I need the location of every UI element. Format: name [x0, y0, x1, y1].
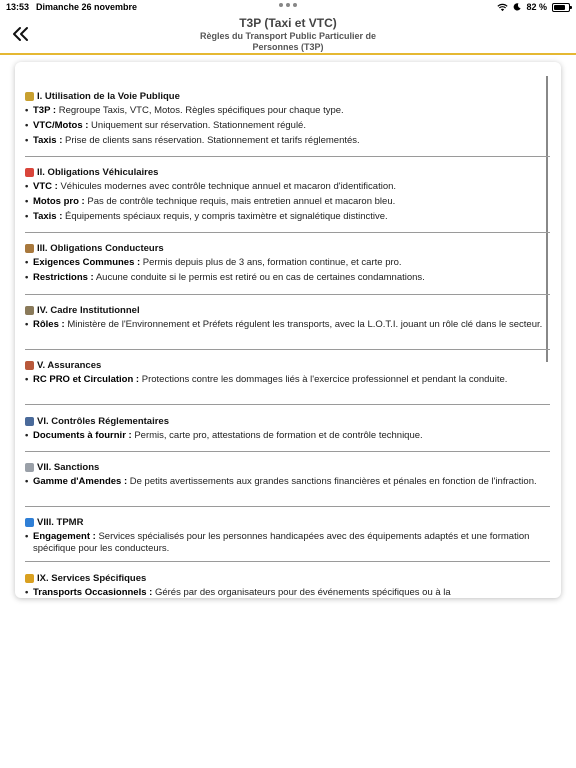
car-icon: [25, 168, 34, 177]
rule-section: [25, 90, 550, 147]
section-divider: [25, 294, 550, 295]
section-divider: [25, 349, 550, 350]
rule-item: [25, 272, 550, 284]
section-title: [25, 90, 550, 102]
rule-item: [25, 374, 550, 386]
section-title-text: II. Obligations Véhiculaires: [37, 166, 159, 178]
section-divider: [25, 156, 550, 157]
rule-item-text: Aucune conduite si le permis est retiré ou en cas de certaines condamnations.: [93, 272, 425, 283]
section-title: [25, 461, 550, 473]
bus-icon: [25, 574, 34, 583]
rule-section: [25, 359, 550, 386]
rule-section: [25, 415, 550, 442]
section-title-text: III. Obligations Conducteurs: [37, 242, 164, 254]
rule-item-label: Engagement :: [33, 531, 96, 542]
section-title-text: VI. Contrôles Réglementaires: [37, 415, 169, 427]
rules-card[interactable]: [15, 62, 561, 598]
rule-section: [25, 461, 550, 488]
section-title-text: V. Assurances: [37, 359, 102, 371]
section-title-text: VIII. TPMR: [37, 516, 84, 528]
section-title: [25, 304, 550, 316]
rule-section: [25, 242, 550, 284]
rule-item-text: Véhicules modernes avec contrôle technique annuel et macaron d'identification.: [57, 181, 397, 192]
rule-item: [25, 135, 550, 147]
rule-section: [25, 516, 550, 555]
wheelchair-icon: [25, 518, 34, 527]
rule-item-label: RC PRO et Circulation :: [33, 374, 140, 385]
section-title-text: VII. Sanctions: [37, 461, 100, 473]
rule-item-label: VTC :: [33, 181, 58, 192]
rule-item-label: Taxis :: [33, 211, 63, 222]
status-date: Dimanche 26 novembre: [36, 2, 138, 12]
rule-item-text: De petits avertissements aux grandes sanctions financières et pénales en fonction de l'infraction.: [127, 476, 537, 487]
status-bar: [0, 0, 576, 16]
rule-item: [25, 211, 550, 223]
status-time: 13:53: [6, 2, 30, 12]
rule-item: [25, 531, 550, 555]
section-divider: [25, 232, 550, 233]
wifi-icon: [497, 3, 508, 12]
id-card-icon: [25, 244, 34, 253]
section-title: [25, 359, 550, 371]
rule-item-label: Exigences Communes :: [33, 257, 141, 268]
battery-percentage: 82 %: [526, 2, 547, 12]
police-car-icon: [25, 417, 34, 426]
rule-item-text: Ministère de l'Environnement et Préfets régulent les transports, avec la L.O.T.I. jouant un rôle clé dans le secteur.: [64, 319, 543, 330]
rule-item: [25, 257, 550, 269]
section-title: [25, 572, 550, 584]
rule-item: [25, 587, 550, 598]
scales-icon: [25, 463, 34, 472]
section-divider: [25, 561, 550, 562]
traffic-light-icon: [25, 92, 34, 101]
rule-item-label: Gamme d'Amendes :: [33, 476, 128, 487]
rule-section: [25, 166, 550, 223]
rule-item-label: VTC/Motos :: [33, 120, 89, 131]
institution-icon: [25, 306, 34, 315]
rule-item-label: Transports Occasionnels :: [33, 587, 153, 598]
multitasking-dots-icon[interactable]: [279, 3, 297, 7]
status-indicators: [497, 2, 570, 12]
section-title: [25, 516, 550, 528]
battery-icon: [552, 3, 570, 12]
section-title: [25, 242, 550, 254]
rule-section: [25, 304, 550, 331]
rule-item-text: Permis depuis plus de 3 ans, formation continue, et carte pro.: [140, 257, 402, 268]
rule-item: [25, 196, 550, 208]
section-title: [25, 415, 550, 427]
rule-item: [25, 430, 550, 442]
rule-item-label: T3P :: [33, 105, 57, 116]
rule-item-text: Pas de contrôle technique requis, mais entretien annuel et macaron bleu.: [84, 196, 396, 207]
rule-item-text: Permis, carte pro, attestations de formation et de contrôle technique.: [131, 430, 423, 441]
rule-item-text: Protections contre les dommages liés à l'exercice professionnel et pendant la conduite.: [139, 374, 508, 385]
rule-item-label: Motos pro :: [33, 196, 85, 207]
rule-item-text: Équipements spéciaux requis, y compris taximètre et signalétique distinctive.: [62, 211, 388, 222]
rule-item-text: Uniquement sur réservation. Stationnement régulé.: [88, 120, 306, 131]
section-title-text: IX. Services Spécifiques: [37, 572, 147, 584]
header-divider: [0, 53, 576, 55]
section-divider: [25, 404, 550, 405]
section-title: [25, 166, 550, 178]
rule-section: [25, 572, 550, 598]
rule-item-text: Services spécialisés pour les personnes handicapées avec des équipements adaptés et une formation spécifique pour les conducteurs.: [33, 531, 530, 554]
rule-item-label: Taxis :: [33, 135, 63, 146]
rule-item-label: Documents à fournir :: [33, 430, 132, 441]
rule-item: [25, 181, 550, 193]
rule-item: [25, 120, 550, 132]
rule-item-text: Gérés par des organisateurs pour des événements spécifiques ou à la: [152, 587, 451, 598]
rule-item-label: Restrictions :: [33, 272, 94, 283]
section-divider: [25, 451, 550, 452]
shield-icon: [25, 361, 34, 370]
section-title-text: IV. Cadre Institutionnel: [37, 304, 140, 316]
rule-item: [25, 476, 550, 488]
rule-item: [25, 105, 550, 117]
section-title-text: I. Utilisation de la Voie Publique: [37, 90, 180, 102]
rule-item-label: Rôles :: [33, 319, 65, 330]
section-divider: [25, 506, 550, 507]
rule-item-text: Regroupe Taxis, VTC, Motos. Règles spécifiques pour chaque type.: [56, 105, 344, 116]
page-subtitle: Règles du Transport Public Particulier de Personnes (T3P): [199, 31, 377, 52]
page-title: T3P (Taxi et VTC): [239, 16, 337, 30]
navigation-header: [0, 16, 576, 53]
rule-item-text: Prise de clients sans réservation. Stationnement et tarifs réglementés.: [62, 135, 360, 146]
rule-item: [25, 319, 550, 331]
moon-icon: [513, 3, 521, 11]
